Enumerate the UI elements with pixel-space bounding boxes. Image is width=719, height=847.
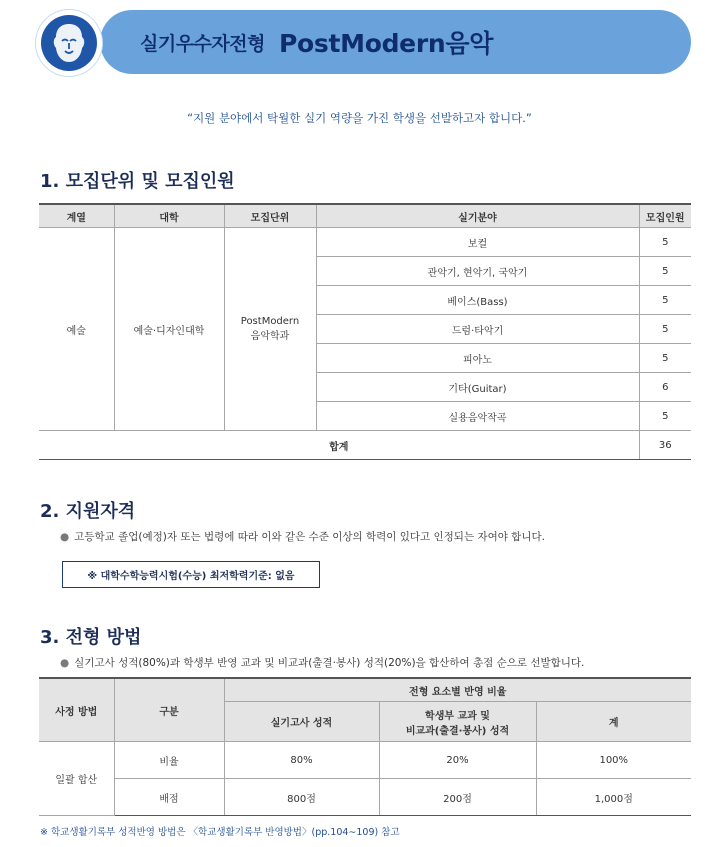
area-cell: 베이스(Bass): [316, 286, 639, 315]
method-bullet: [60, 655, 584, 670]
area-cell: 피아노: [316, 344, 639, 373]
count-cell: 5: [639, 286, 691, 315]
col-header-method: 사정 방법: [39, 678, 114, 742]
evaluation-table: [39, 677, 691, 816]
col-header-total: 계: [536, 702, 691, 742]
record-header-line2: 비교과(출결·봉사) 성적: [405, 725, 510, 737]
row-label-cell: 비율: [114, 742, 224, 779]
col-header-unit: 모집단위: [224, 204, 316, 228]
total-cell: 1,000점: [536, 779, 691, 816]
minimum-score-box: ※ 대학수학능력시험(수능) 최저학력기준: 없음: [62, 561, 320, 588]
unit-cell: [224, 228, 316, 431]
table-row: [39, 228, 691, 257]
total-label: 합계: [39, 431, 639, 460]
count-cell: 5: [639, 228, 691, 257]
total-value: 36: [639, 431, 691, 460]
bullet-icon: ●: [60, 531, 70, 543]
eligibility-bullet: [60, 529, 545, 544]
count-cell: 5: [639, 257, 691, 286]
practical-cell: 80%: [224, 742, 379, 779]
area-cell: 기타(Guitar): [316, 373, 639, 402]
practical-cell: 800점: [224, 779, 379, 816]
total-row: [39, 431, 691, 460]
col-header-record: [379, 702, 536, 742]
title-banner: [100, 10, 691, 74]
col-header-practical: 실기고사 성적: [224, 702, 379, 742]
field-cell: 예술: [39, 228, 114, 431]
method-cell: 일괄 합산: [39, 742, 114, 816]
page-title: PostModern음악: [278, 29, 494, 58]
area-cell: 관악기, 현악기, 국악기: [316, 257, 639, 286]
unit-name-line1: PostModern: [240, 316, 300, 327]
table-row: [39, 779, 691, 816]
total-cell: 100%: [536, 742, 691, 779]
table-row: [39, 742, 691, 779]
section3-heading: 3. 전형 방법: [40, 627, 142, 648]
lion-emblem-icon: [36, 10, 102, 76]
area-cell: 드럼·타악기: [316, 315, 639, 344]
count-cell: 6: [639, 373, 691, 402]
count-cell: 5: [639, 402, 691, 431]
col-header-count: 모집인원: [639, 204, 691, 228]
col-header-college: 대학: [114, 204, 224, 228]
intro-quote: “지원 분야에서 탁월한 실기 역량을 가진 학생을 선발하고자 합니다.”: [187, 111, 532, 125]
recruitment-table: [39, 203, 691, 460]
area-cell: 보컬: [316, 228, 639, 257]
area-cell: 실용음악작곡: [316, 402, 639, 431]
record-header-line1: 학생부 교과 및: [425, 710, 490, 722]
col-header-group: 전형 요소별 반영 비율: [224, 678, 691, 702]
col-header-field: 계열: [39, 204, 114, 228]
college-cell: 예술·디자인대학: [114, 228, 224, 431]
bullet-icon: ●: [60, 657, 70, 669]
section2-heading: 2. 지원자격: [40, 501, 136, 522]
col-header-type: 구분: [114, 678, 224, 742]
method-text: 실기고사 성적(80%)과 학생부 반영 교과 및 비교과(출결·봉사) 성적(20%)을 합산하여 총점 순으로 선발합니다.: [74, 657, 585, 669]
count-cell: 5: [639, 344, 691, 373]
unit-name-line2: 음악학과: [250, 331, 290, 342]
admission-type: 실기우수자전형: [140, 32, 265, 55]
section1-heading: 1. 모집단위 및 모집인원: [40, 171, 235, 192]
footnote: ※ 학교생활기록부 성적반영 방법은 〈학교생활기록부 반영방법〉(pp.104∼109) 참고: [40, 827, 400, 838]
col-header-area: 실기분야: [316, 204, 639, 228]
record-cell: 20%: [379, 742, 536, 779]
row-label-cell: 배점: [114, 779, 224, 816]
count-cell: 5: [639, 315, 691, 344]
eligibility-text: 고등학교 졸업(예정)자 또는 법령에 따라 이와 같은 수준 이상의 학력이 있다고 인정되는 자여야 합니다.: [74, 531, 545, 543]
record-cell: 200점: [379, 779, 536, 816]
